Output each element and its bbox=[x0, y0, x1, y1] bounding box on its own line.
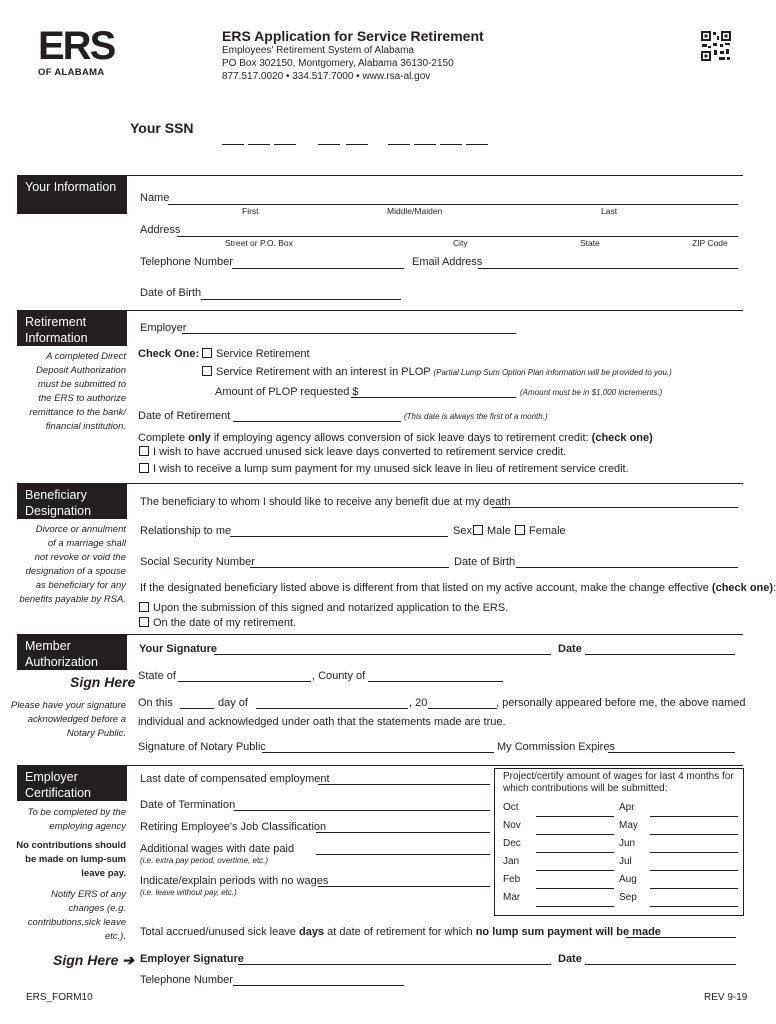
ers-logo: ERS bbox=[38, 24, 115, 68]
month-label: Aug bbox=[619, 874, 637, 885]
check-one-label: Check One: bbox=[138, 348, 200, 360]
beneficiary-dob-label: Date of Birth bbox=[454, 556, 516, 568]
text: no lump sum payment will be made bbox=[475, 926, 661, 938]
employer-date-label: Date bbox=[558, 953, 582, 965]
note-line: remittance to the bank/ bbox=[29, 407, 126, 418]
section-rule bbox=[127, 634, 743, 635]
plop-amount-label: Amount of PLOP requested $ bbox=[215, 386, 359, 398]
wage-amount-field[interactable] bbox=[650, 906, 738, 907]
middle-name-caption: Middle/Maiden bbox=[387, 206, 443, 216]
wage-amount-field[interactable] bbox=[536, 834, 614, 835]
county-of-label: , County of bbox=[312, 670, 366, 682]
option-label: Male bbox=[487, 525, 511, 537]
note-line: Deposit Authorization bbox=[36, 365, 126, 376]
employer-field[interactable] bbox=[182, 333, 516, 334]
beneficiary-intro: The beneficiary to whom I should like to receive any benefit due at my death bbox=[140, 496, 511, 508]
ssn-digit-1[interactable] bbox=[222, 144, 244, 145]
signature-date-label: Date bbox=[558, 643, 582, 655]
note-line: of a marriage shall bbox=[47, 538, 126, 549]
ssn-digit-6[interactable] bbox=[388, 144, 410, 145]
divorce-note bbox=[19, 523, 126, 607]
termination-date-label: Date of Termination bbox=[140, 799, 236, 811]
wage-amount-field[interactable] bbox=[650, 888, 738, 889]
wage-amount-field[interactable] bbox=[650, 834, 738, 835]
text: Complete bbox=[138, 432, 189, 444]
beneficiary-designation-heading: Beneficiary Designation bbox=[17, 483, 127, 519]
total-sick-leave-text bbox=[140, 926, 661, 938]
sex-female-option[interactable] bbox=[515, 525, 566, 537]
telephone-field[interactable] bbox=[232, 268, 404, 269]
option-label: I wish to have accrued unused sick leave days converted to retirement service credit. bbox=[153, 446, 567, 458]
qr-code-icon bbox=[700, 30, 732, 62]
street-caption: Street or P.O. Box bbox=[225, 238, 293, 248]
sex-label: Sex bbox=[453, 525, 472, 537]
notary-signature-field[interactable] bbox=[262, 752, 494, 753]
note-line: acknowledged before a bbox=[27, 714, 126, 725]
member-authorization-heading: Member Authorization bbox=[17, 634, 127, 670]
effective-on-submission-option[interactable] bbox=[139, 602, 508, 614]
sign-here-label: Sign Here bbox=[70, 674, 136, 690]
wage-amount-field[interactable] bbox=[650, 852, 738, 853]
retirement-date-field[interactable] bbox=[233, 421, 401, 422]
wage-amount-field[interactable] bbox=[536, 870, 614, 871]
text: if employing agency allows conversion of sick leave days to retirement credit: bbox=[210, 432, 592, 444]
telephone-label: Telephone Number bbox=[140, 256, 233, 268]
notary-day-field[interactable] bbox=[180, 708, 214, 709]
plop-retirement-option[interactable] bbox=[202, 366, 672, 378]
member-signature-field[interactable] bbox=[214, 654, 551, 655]
text: (check one) bbox=[711, 582, 774, 594]
job-classification-label: Retiring Employee's Job Classification bbox=[140, 821, 327, 833]
your-signature-label: Your Signature bbox=[139, 643, 218, 655]
section-rule bbox=[127, 310, 743, 311]
form-title: ERS Application for Service Retirement bbox=[222, 28, 484, 44]
section-rule bbox=[127, 483, 743, 484]
state-of-label: State of bbox=[138, 670, 176, 682]
checkbox[interactable] bbox=[139, 617, 149, 627]
note-line: Notary Public. bbox=[66, 728, 126, 739]
city-caption: City bbox=[453, 238, 468, 248]
option-label: Upon the submission of this signed and notarized application to the ERS. bbox=[153, 602, 509, 614]
beneficiary-dob-field[interactable] bbox=[516, 567, 738, 568]
option-label: Female bbox=[529, 525, 566, 537]
plop-amount-note: (Amount must be in $1,000 increments.) bbox=[520, 388, 663, 397]
email-label: Email Address bbox=[412, 256, 483, 268]
lump-sum-warning bbox=[16, 839, 126, 881]
last-name-caption: Last bbox=[601, 206, 618, 216]
ssn-digit-2[interactable] bbox=[248, 144, 270, 145]
section-rule bbox=[127, 175, 743, 176]
commission-expires-field[interactable] bbox=[608, 752, 735, 753]
checkbox[interactable] bbox=[515, 525, 525, 535]
zip-caption: ZIP Code bbox=[692, 238, 728, 248]
form-number: ERS_FORM10 bbox=[26, 992, 93, 1003]
sick-leave-convert-option[interactable] bbox=[139, 446, 566, 458]
checkbox[interactable] bbox=[139, 446, 149, 456]
org-address: PO Box 302150, Montgomery, Alabama 36130-2150 bbox=[222, 58, 454, 69]
wage-amount-field[interactable] bbox=[650, 870, 738, 871]
note-line: etc.). bbox=[104, 931, 126, 942]
appeared-text: , personally appeared before me, the above named bbox=[496, 697, 746, 709]
wage-amount-field[interactable] bbox=[536, 816, 614, 817]
total-sick-leave-field[interactable] bbox=[626, 937, 736, 938]
option-label: Service Retirement with an interest in PLOP bbox=[216, 366, 431, 378]
note-line: the ERS to authorize bbox=[38, 393, 126, 404]
org-name: Employees' Retirement System of Alabama bbox=[222, 45, 414, 56]
checkbox[interactable] bbox=[139, 602, 149, 612]
section-rule bbox=[127, 765, 743, 766]
note-line: benefits payable by RSA. bbox=[19, 594, 126, 605]
month-label: Oct bbox=[503, 802, 519, 813]
termination-date-field[interactable] bbox=[234, 810, 490, 811]
revision: REV 9-19 bbox=[704, 992, 748, 1003]
ssn-digit-3[interactable] bbox=[274, 144, 296, 145]
note-line: be made on lump-sum bbox=[25, 854, 126, 865]
month-label: Apr bbox=[619, 802, 635, 813]
note-line: as beneficiary for any bbox=[35, 580, 126, 591]
ssn-digit-5[interactable] bbox=[346, 144, 368, 145]
plop-note: (Partial Lump Sum Option Plan information will be provided to you.) bbox=[433, 368, 672, 377]
retirement-date-note: (This date is always the first of a month.) bbox=[404, 412, 548, 421]
employer-telephone-field[interactable] bbox=[233, 985, 404, 986]
note-line: not revoke or void the bbox=[34, 552, 126, 563]
note-line: designation of a spouse bbox=[25, 566, 126, 577]
month-label: Jul bbox=[619, 856, 632, 867]
address-field[interactable] bbox=[177, 236, 738, 237]
wage-projection-title: Project/certify amount of wages for last 4 months for which contributions will be submitted: bbox=[503, 771, 734, 794]
acknowledgment-text: individual and acknowledged under oath that the statements made are true. bbox=[138, 716, 506, 728]
employer-signature-field[interactable] bbox=[238, 964, 551, 965]
note-line: A completed Direct bbox=[46, 351, 126, 362]
month-label: Mar bbox=[503, 892, 521, 903]
note-line: employing agency bbox=[49, 821, 126, 832]
wage-amount-field[interactable] bbox=[536, 852, 614, 853]
month-label: Nov bbox=[503, 820, 521, 831]
day-of-label: day of bbox=[218, 697, 248, 709]
your-information-heading: Your Information bbox=[17, 175, 127, 214]
signature-date-field[interactable] bbox=[585, 654, 735, 655]
text: : bbox=[773, 582, 776, 594]
beneficiary-name-field[interactable] bbox=[492, 507, 738, 508]
sick-leave-instructions bbox=[138, 432, 653, 444]
text: If the designated beneficiary listed above is different from that listed on my active account, make the change effective bbox=[140, 582, 712, 594]
note-line: changes (e.g. bbox=[68, 903, 126, 914]
notary-month-field[interactable] bbox=[256, 708, 408, 709]
year-prefix-label: , 20 bbox=[409, 697, 428, 709]
month-label: Sep bbox=[619, 892, 637, 903]
checkbox[interactable] bbox=[139, 463, 149, 473]
state-caption: State bbox=[580, 238, 600, 248]
month-label: Jun bbox=[619, 838, 636, 849]
additional-wages-note: (i.e. extra pay period, overtime, etc.) bbox=[140, 856, 269, 865]
last-employment-date-label: Last date of compensated employment bbox=[140, 773, 330, 785]
notary-note bbox=[11, 699, 126, 741]
text: (check one) bbox=[591, 432, 653, 444]
employer-certification-heading: Employer Certification bbox=[17, 765, 127, 801]
relationship-label: Relationship to me bbox=[140, 525, 232, 537]
employer-completion-note bbox=[28, 806, 126, 834]
ssn-digit-4[interactable] bbox=[318, 144, 340, 145]
email-field[interactable] bbox=[478, 268, 738, 269]
notary-year-field[interactable] bbox=[428, 708, 497, 709]
wage-projection-box bbox=[494, 768, 744, 916]
on-this-label: On this bbox=[138, 697, 173, 709]
text: days bbox=[298, 926, 325, 938]
notify-changes-note bbox=[28, 888, 126, 944]
wage-amount-field[interactable] bbox=[650, 816, 738, 817]
note-line: No contributions should bbox=[16, 840, 126, 851]
sex-male-option[interactable] bbox=[473, 525, 511, 537]
additional-wages-label: Additional wages with date paid bbox=[140, 843, 295, 855]
note-line: must be submitted to bbox=[37, 379, 126, 390]
relationship-field[interactable] bbox=[230, 536, 448, 537]
beneficiary-ssn-field[interactable] bbox=[250, 567, 449, 568]
name-field[interactable] bbox=[168, 204, 738, 205]
beneficiary-ssn-label: Social Security Number bbox=[140, 556, 255, 568]
name-label: Name bbox=[140, 192, 170, 204]
additional-wages-field[interactable] bbox=[316, 854, 490, 855]
service-retirement-option[interactable] bbox=[202, 348, 310, 360]
employer-sign-here-label: Sign Here ➔ bbox=[53, 952, 134, 968]
last-employment-date-field[interactable] bbox=[318, 784, 490, 785]
checkbox[interactable] bbox=[473, 525, 483, 535]
retirement-date-label: Date of Retirement bbox=[138, 410, 231, 422]
note-line: To be completed by the bbox=[27, 807, 126, 818]
job-classification-field[interactable] bbox=[316, 832, 490, 833]
employer-label: Employer bbox=[140, 322, 187, 334]
note-line: Please have your signature bbox=[10, 700, 126, 711]
employer-signature-label: Employer Signature bbox=[140, 953, 244, 965]
month-label: Jan bbox=[503, 856, 520, 867]
month-label: Feb bbox=[503, 874, 521, 885]
no-wage-periods-label: Indicate/explain periods with no wages bbox=[140, 875, 329, 887]
ssn-digit-9[interactable] bbox=[466, 144, 488, 145]
commission-expires-label: My Commission Expires bbox=[497, 741, 615, 753]
option-label: Service Retirement bbox=[216, 348, 310, 360]
notary-signature-label: Signature of Notary Public bbox=[138, 741, 266, 753]
option-label: I wish to receive a lump sum payment for my unused sick leave in lieu of retirement service credit. bbox=[153, 463, 629, 475]
note-line: financial institution. bbox=[45, 421, 126, 432]
sick-leave-lump-sum-option[interactable] bbox=[139, 463, 629, 475]
no-wage-periods-field[interactable] bbox=[318, 886, 490, 887]
checkbox[interactable] bbox=[202, 348, 212, 358]
text: Total accrued/unused sick leave bbox=[140, 926, 299, 938]
state-of-field[interactable] bbox=[178, 681, 311, 682]
text: at date of retirement for which bbox=[324, 926, 476, 938]
effective-on-retirement-option[interactable] bbox=[139, 617, 296, 629]
option-label: On the date of my retirement. bbox=[153, 617, 297, 629]
ssn-label: Your SSN bbox=[130, 120, 194, 136]
ssn-digit-8[interactable] bbox=[440, 144, 462, 145]
org-contact: 877.517.0020 • 334.517.7000 • www.rsa-al.gov bbox=[222, 71, 431, 82]
logo-state-text: OF ALABAMA bbox=[38, 67, 105, 78]
note-line: contributions,sick leave bbox=[27, 917, 126, 928]
employer-telephone-label: Telephone Number bbox=[140, 974, 233, 986]
note-line: Notify ERS of any bbox=[51, 889, 126, 900]
wage-amount-field[interactable] bbox=[536, 906, 614, 907]
wage-amount-field[interactable] bbox=[536, 888, 614, 889]
note-line: Divorce or annulment bbox=[35, 524, 126, 535]
employer-date-field[interactable] bbox=[585, 964, 736, 965]
retirement-information-heading: Retirement Information bbox=[17, 310, 127, 346]
direct-deposit-note bbox=[29, 350, 126, 434]
month-label: Dec bbox=[503, 838, 521, 849]
note-line: leave pay. bbox=[81, 868, 126, 879]
checkbox[interactable] bbox=[202, 366, 212, 376]
first-name-caption: First bbox=[242, 206, 259, 216]
ssn-digit-7[interactable] bbox=[414, 144, 436, 145]
plop-amount-field[interactable] bbox=[351, 397, 516, 398]
county-of-field[interactable] bbox=[368, 681, 503, 682]
text: only bbox=[188, 432, 211, 444]
dob-label: Date of Birth bbox=[140, 287, 202, 299]
change-effective-text bbox=[140, 582, 776, 594]
dob-field[interactable] bbox=[201, 299, 401, 300]
month-label: May bbox=[619, 820, 638, 831]
address-label: Address bbox=[140, 224, 181, 236]
no-wage-periods-note: (i.e. leave without pay, etc.) bbox=[140, 888, 237, 897]
